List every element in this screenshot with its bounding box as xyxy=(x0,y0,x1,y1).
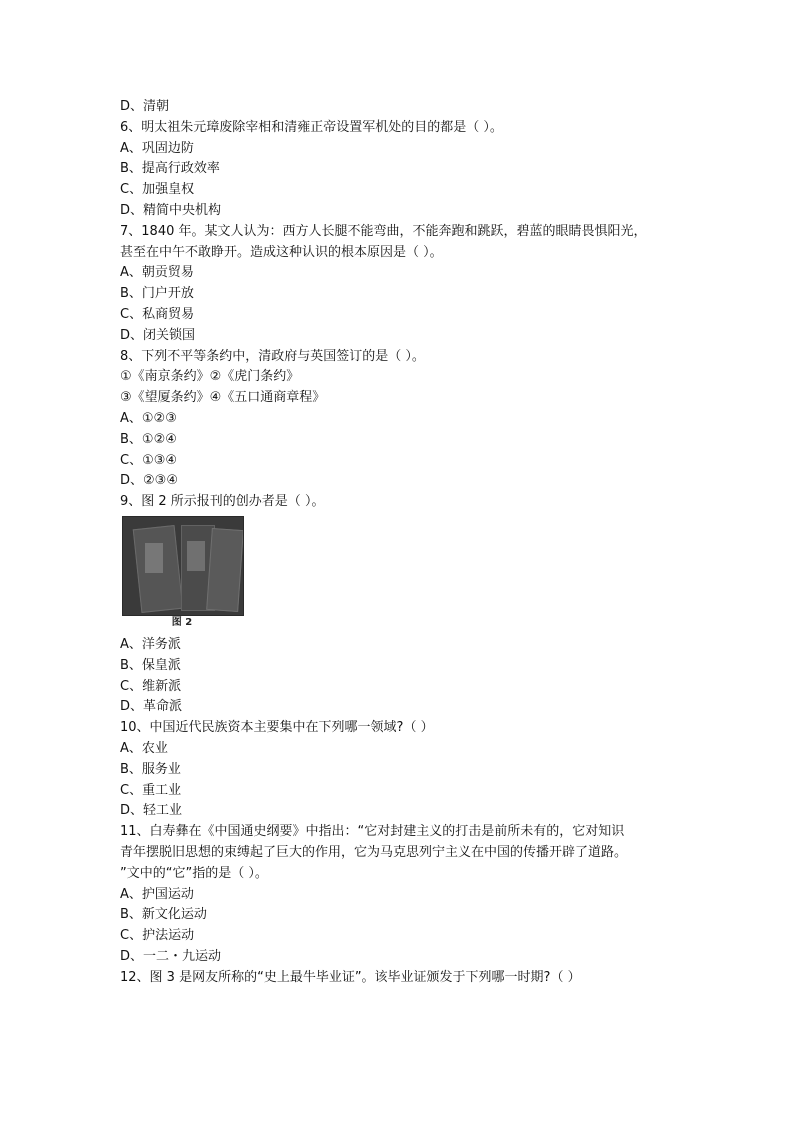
text-line: D、轻工业 xyxy=(120,803,183,819)
text-line: 7、1840 年。某文人认为：西方人长腿不能弯曲，不能奔跑和跳跃，碧蓝的眼睛畏惧阳光， xyxy=(120,223,647,239)
text-line: C、私商贸易 xyxy=(120,306,195,322)
text-line: C、重工业 xyxy=(120,782,182,798)
text-line: A、①②③ xyxy=(120,410,177,426)
text-line: 9、图 2 所示报刊的创办者是（ ）。 xyxy=(120,494,325,510)
text-line: C、维新派 xyxy=(120,678,182,694)
text-line: D、闭关锁国 xyxy=(120,327,196,343)
text-line: A、巩固边防 xyxy=(120,140,194,156)
text-line: 12、图 3 是网友所称的“史上最牛毕业证”。该毕业证颁发于下列哪一时期?（ ） xyxy=(120,969,581,985)
text-line: B、新文化运动 xyxy=(120,907,207,923)
text-line: D、②③④ xyxy=(120,473,178,489)
text-line: A、护国运动 xyxy=(120,886,194,902)
text-line: C、护法运动 xyxy=(120,928,195,944)
text-line: D、革命派 xyxy=(120,699,183,715)
text-line: C、加强皇权 xyxy=(120,182,195,198)
text-line: 甚至在中午不敢睁开。造成这种认识的根本原因是（ ）。 xyxy=(120,244,443,260)
text-line: C、①③④ xyxy=(120,452,178,468)
text-line: A、农业 xyxy=(120,740,168,756)
text-line: 6、明太祖朱元璋废除宰相和清雍正帝设置军机处的目的都是（ ）。 xyxy=(120,119,503,135)
text-line: B、门户开放 xyxy=(120,286,194,302)
text-line: D、精简中央机构 xyxy=(120,202,222,218)
text-line: 11、白寿彝在《中国通史纲要》中指出：“它对封建主义的打击是前所未有的，它对知识 xyxy=(120,824,625,840)
text-line: A、朝贡贸易 xyxy=(120,265,194,281)
text-line: 青年摆脱旧思想的束缚起了巨大的作用，它为马克思列宁主义在中国的传播开辟了道路。 xyxy=(120,844,628,860)
text-line: D、清朝 xyxy=(120,99,170,114)
text-line: D、一二・九运动 xyxy=(120,948,222,964)
text-line: B、提高行政效率 xyxy=(120,161,220,177)
figure-2 xyxy=(122,516,244,630)
text-line: A、洋务派 xyxy=(120,636,181,652)
exam-content xyxy=(120,97,680,988)
text-line: ”文中的“它”指的是（ ）。 xyxy=(120,865,268,881)
text-line: B、保皇派 xyxy=(120,657,181,673)
newspaper-photo xyxy=(122,516,244,616)
figure-2-caption: 图 2 xyxy=(171,616,193,628)
text-line: ③《望厦条约》④《五口通商章程》 xyxy=(120,390,326,406)
text-line: 10、中国近代民族资本主要集中在下列哪一领域?（ ） xyxy=(120,720,434,736)
question-block-top xyxy=(120,97,680,513)
question-block-bottom xyxy=(120,635,680,989)
text-line: 8、下列不平等条约中，清政府与英国签订的是（ ）。 xyxy=(120,348,425,364)
text-line: B、服务业 xyxy=(120,761,181,777)
text-line: ①《南京条约》②《虎门条约》 xyxy=(120,369,300,385)
text-line: B、①②④ xyxy=(120,431,177,447)
